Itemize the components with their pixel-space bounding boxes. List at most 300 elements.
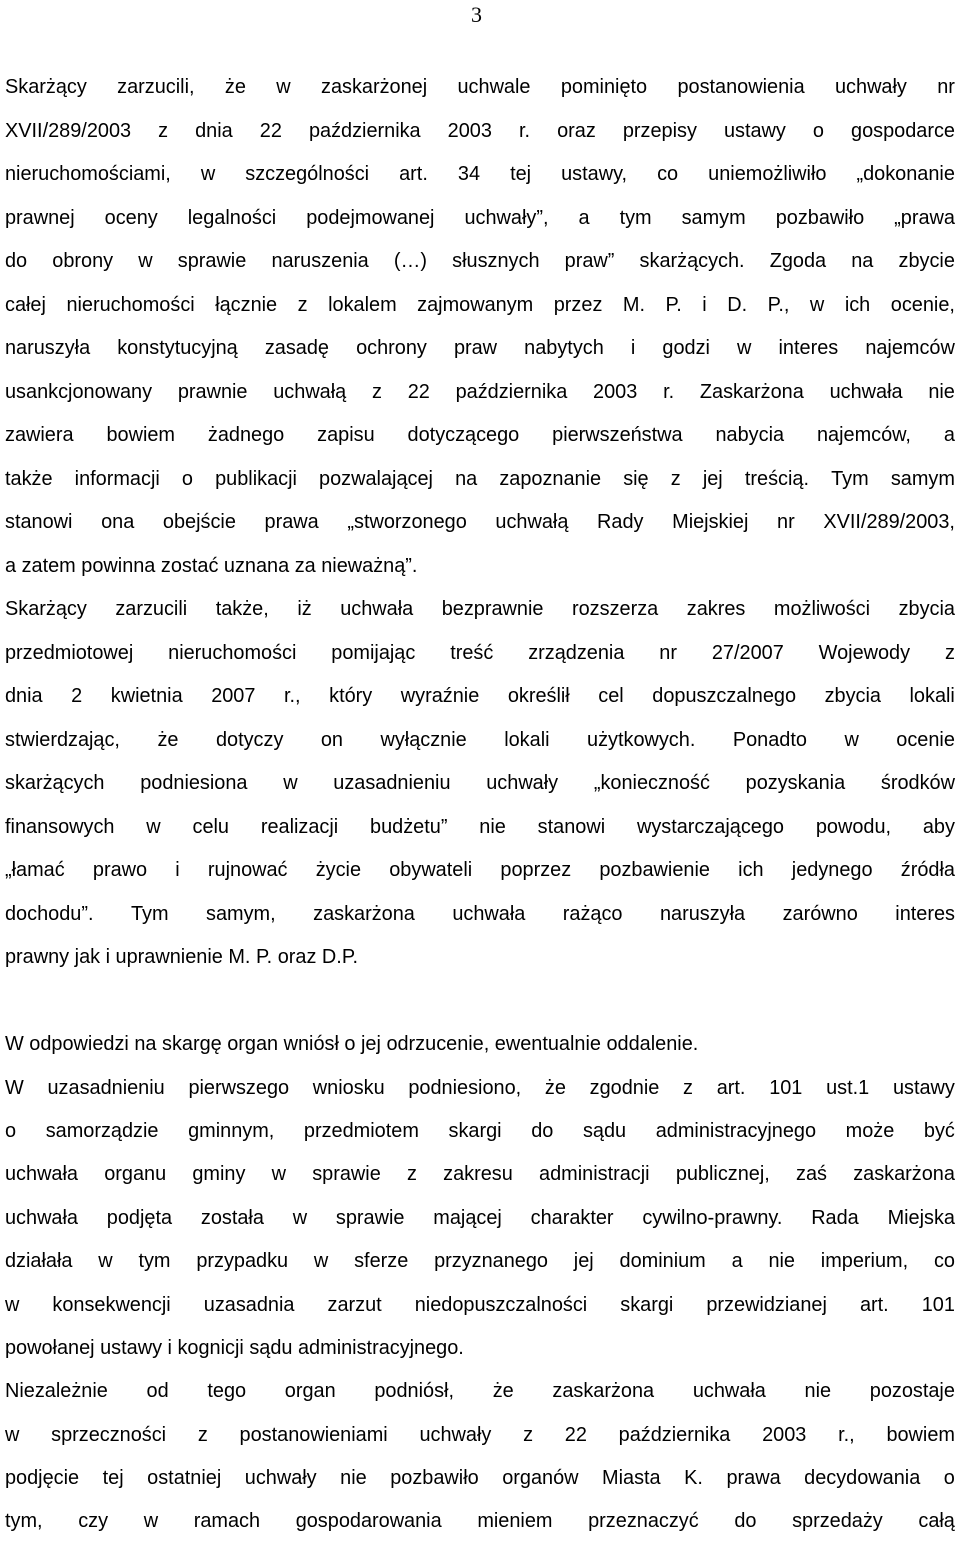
word: Skarżący <box>5 598 87 621</box>
word: także, <box>215 598 269 621</box>
text-line: powołanej ustawy i kognicji sądu administracyjnego. <box>5 1336 464 1359</box>
word: najemców <box>865 337 955 360</box>
word: skarżących. <box>639 250 745 273</box>
word: w <box>276 76 291 99</box>
word: usankcjonowany <box>5 380 153 403</box>
word: zawiera <box>5 424 74 447</box>
word: stanowi <box>537 815 606 838</box>
text-line <box>5 762 955 806</box>
word: realizacji <box>260 815 339 838</box>
text-line <box>5 1457 955 1500</box>
word: publikacji <box>215 467 297 490</box>
word: cywilno-prawny. <box>642 1206 783 1229</box>
word: mieniem <box>477 1510 553 1533</box>
word: iż <box>297 598 312 621</box>
word: uchwała <box>452 902 526 925</box>
word: lokali <box>909 685 955 708</box>
word: aby <box>922 815 955 838</box>
word: „łamać <box>5 859 65 882</box>
word: zarzucili <box>115 598 188 621</box>
word: pozbawienie <box>599 859 710 882</box>
word: postanowieniami <box>239 1423 388 1446</box>
word: uchwałą <box>495 511 569 534</box>
word: że <box>224 76 246 99</box>
word: się <box>623 467 649 490</box>
word: nie <box>479 815 506 838</box>
word: ocenie, <box>890 293 955 316</box>
word: i <box>175 859 180 882</box>
text-line <box>5 1197 955 1240</box>
word: o <box>943 1467 955 1490</box>
word: Miejska <box>887 1206 955 1229</box>
text-line <box>5 153 955 197</box>
word: samym <box>681 206 746 229</box>
word: prawnie <box>177 380 248 403</box>
word: godzi <box>662 337 710 360</box>
word: że <box>544 1076 566 1099</box>
word: samorządzie <box>45 1119 159 1142</box>
word: dopuszczalnego <box>652 685 797 708</box>
word: tym <box>138 1250 171 1273</box>
word: do <box>531 1119 554 1142</box>
word: w <box>844 728 859 751</box>
word: Tym <box>130 902 169 925</box>
word: poprzez <box>500 859 572 882</box>
text-line <box>5 632 955 676</box>
word: przepisy <box>622 119 697 142</box>
word: z <box>523 1423 534 1446</box>
word: i <box>702 293 707 316</box>
word: kwietnia <box>110 685 183 708</box>
word: pozbawiło <box>775 206 865 229</box>
word: nie <box>804 1380 832 1403</box>
word: nr <box>659 641 677 664</box>
text-line <box>5 110 955 154</box>
word: jej <box>702 467 723 490</box>
word: uzasadnieniu <box>47 1076 165 1099</box>
word: pierwszego <box>188 1076 290 1099</box>
word: tym <box>619 206 652 229</box>
word: Niezależnie <box>5 1380 108 1403</box>
word: bezprawnie <box>441 598 544 621</box>
word: ust.1 <box>826 1076 870 1099</box>
word: praw <box>453 337 498 360</box>
word: podniesiona <box>140 772 248 795</box>
word: który <box>329 685 373 708</box>
word: niedopuszczalności <box>414 1293 588 1316</box>
word: uchwały <box>419 1423 492 1446</box>
word: z <box>197 1423 208 1446</box>
word: interes <box>895 902 955 925</box>
word: określił <box>507 685 570 708</box>
text-line <box>5 893 955 937</box>
word: ostatniej <box>147 1467 222 1490</box>
word: tego <box>207 1380 247 1403</box>
word: zaskarżona <box>313 902 415 925</box>
word: praw” <box>564 250 615 273</box>
word: na <box>851 250 874 273</box>
text-line <box>5 240 955 284</box>
word: w <box>5 1423 20 1446</box>
word: w <box>5 1293 20 1316</box>
word: sprzedaży <box>792 1510 883 1533</box>
word: 2 <box>71 685 83 708</box>
word: i <box>630 337 636 360</box>
word: nr <box>937 76 955 99</box>
word: ocenie <box>896 728 955 751</box>
word: że <box>157 728 179 751</box>
word: na <box>455 467 478 490</box>
word: rujnować <box>207 859 288 882</box>
word: o <box>5 1119 17 1142</box>
word: M. <box>622 293 646 316</box>
word: z <box>683 1076 693 1099</box>
word: cel <box>598 685 624 708</box>
word: prawnej <box>5 206 75 229</box>
word: przeznaczyć <box>588 1510 699 1533</box>
word: ustawy <box>892 1076 955 1099</box>
text-line <box>5 1153 955 1196</box>
word: do <box>5 250 28 273</box>
word: a <box>578 206 590 229</box>
word: nieruchomości <box>66 293 195 316</box>
word: możliwości <box>773 598 871 621</box>
word: o <box>181 467 193 490</box>
word: XVII/289/2003, <box>823 511 955 534</box>
paragraph-authority-response <box>5 1023 955 1544</box>
page-number: 3 <box>471 2 482 27</box>
word: administracji <box>539 1163 650 1186</box>
word: zajmowanym <box>417 293 534 316</box>
word: mającej <box>433 1206 502 1229</box>
word: celu <box>192 815 229 838</box>
word: ochrony <box>356 337 427 360</box>
word: 22 <box>564 1423 587 1446</box>
word: Miejskiej <box>672 511 749 534</box>
word: dnia <box>5 685 43 708</box>
text-line <box>5 284 955 328</box>
word: „dokonanie <box>856 163 955 186</box>
word: bowiem <box>886 1423 955 1446</box>
word: charakter <box>530 1206 614 1229</box>
word: o <box>812 119 824 142</box>
word: może <box>845 1119 895 1142</box>
word: decydowania <box>804 1467 921 1490</box>
word: lokalem <box>328 293 397 316</box>
word: 22 <box>259 119 282 142</box>
word: zarówno <box>782 902 858 925</box>
word: dotyczącego <box>407 424 520 447</box>
word: zbycie <box>898 250 955 273</box>
word: 22 <box>407 380 430 403</box>
word: nieruchomościami, <box>5 163 171 186</box>
word: zbycia <box>898 598 955 621</box>
text-line <box>5 806 955 850</box>
word: Zaskarżona <box>699 380 804 403</box>
word: 27/2007 <box>711 641 784 664</box>
paragraph-complaint-arguments <box>5 66 955 980</box>
word: czy <box>78 1510 109 1533</box>
word: P., <box>767 293 790 316</box>
word: uchwały”, <box>464 206 549 229</box>
text-line <box>5 66 955 110</box>
word: sądu <box>582 1119 627 1142</box>
word: pozwalającej <box>319 467 433 490</box>
word: ich <box>844 293 871 316</box>
word: naruszyła <box>659 902 746 925</box>
word: oraz <box>557 119 596 142</box>
word: Zgoda <box>769 250 827 273</box>
word: finansowych <box>5 815 115 838</box>
word: obrony <box>52 250 114 273</box>
text-line <box>5 849 955 893</box>
word: zapisu <box>317 424 375 447</box>
word: XVII/289/2003 <box>5 119 132 142</box>
word: żadnego <box>207 424 285 447</box>
word: prawa <box>726 1467 781 1490</box>
word: przez <box>553 293 603 316</box>
word: nabycia <box>715 424 785 447</box>
text-line <box>5 675 955 719</box>
word: imperium, <box>820 1250 909 1273</box>
word: w <box>271 1163 287 1186</box>
word: wniosku <box>312 1076 385 1099</box>
word: użytkowych. <box>587 728 696 751</box>
word: prawa <box>264 511 319 534</box>
word: co <box>933 1250 955 1273</box>
word: organu <box>104 1163 167 1186</box>
word: także <box>5 467 53 490</box>
word: w <box>283 772 298 795</box>
word: października <box>455 380 568 403</box>
word: sprawie <box>312 1163 381 1186</box>
word: łącznie <box>215 293 278 316</box>
word: całej <box>5 293 46 316</box>
word: art. <box>859 1293 889 1316</box>
word: interes <box>778 337 839 360</box>
text-line <box>5 1500 955 1543</box>
word: art. <box>716 1076 746 1099</box>
word: podjęta <box>106 1206 173 1229</box>
word: ona <box>101 511 135 534</box>
word: sprzeczności <box>51 1423 167 1446</box>
word: uzasadnieniu <box>333 772 451 795</box>
word: informacji <box>74 467 160 490</box>
word: w <box>98 1250 113 1273</box>
word: budżetu” <box>370 815 448 838</box>
word: „konieczność <box>593 772 710 795</box>
word: nie <box>928 380 955 403</box>
word: nie <box>340 1467 367 1490</box>
word: podjęcie <box>5 1467 80 1490</box>
word: uchwały <box>244 1467 317 1490</box>
text-line <box>5 1414 955 1457</box>
word: jedynego <box>791 859 873 882</box>
word: co <box>657 163 679 186</box>
word: uchwała <box>5 1206 78 1229</box>
word: Wojewody <box>818 641 911 664</box>
word: ustawy, <box>561 163 628 186</box>
word: r. <box>663 380 675 403</box>
word: w <box>146 815 161 838</box>
word: zaś <box>796 1163 827 1186</box>
text-line <box>5 414 955 458</box>
word: z <box>158 119 169 142</box>
word: października <box>308 119 421 142</box>
word: powodu, <box>815 815 892 838</box>
word: w <box>313 1250 329 1273</box>
word: z <box>670 467 681 490</box>
word: 2007 <box>211 685 256 708</box>
word: organów <box>502 1467 579 1490</box>
word: października <box>618 1423 731 1446</box>
text-line: prawny jak i uprawnienie M. P. oraz D.P. <box>5 946 359 969</box>
word: zbycia <box>824 685 881 708</box>
word: gospodarowania <box>295 1510 442 1533</box>
word: dotyczy <box>215 728 284 751</box>
text-line <box>5 719 955 763</box>
word: zaskarżona <box>552 1380 655 1403</box>
text-line <box>5 588 955 632</box>
word: uchwała <box>5 1163 78 1186</box>
word: z <box>297 293 308 316</box>
word: treścią. <box>744 467 809 490</box>
word: gminy <box>192 1163 246 1186</box>
word: pozyskania <box>745 772 846 795</box>
word: ramach <box>193 1510 261 1533</box>
word: dnia <box>195 119 233 142</box>
word: 2003 <box>447 119 492 142</box>
word: prawo <box>92 859 148 882</box>
word: samym <box>890 467 955 490</box>
word: stwierdzając, <box>5 728 120 751</box>
text-line <box>5 501 955 545</box>
word: pominięto <box>560 76 648 99</box>
word: ich <box>738 859 764 882</box>
word: postanowienia <box>677 76 805 99</box>
word: z <box>407 1163 417 1186</box>
word: ustawy <box>723 119 786 142</box>
word: r., <box>283 685 301 708</box>
word: Skarżący <box>5 76 87 99</box>
word: uzasadnia <box>203 1293 295 1316</box>
word: przyznanego <box>434 1250 548 1273</box>
word: do <box>734 1510 757 1533</box>
text-line: a zatem powinna zostać uznana za nieważną”. <box>5 554 418 577</box>
word: K. <box>684 1467 703 1490</box>
word: nabytych <box>524 337 604 360</box>
word: całą <box>918 1510 955 1533</box>
word: 2003 <box>762 1423 807 1446</box>
word: a <box>943 424 955 447</box>
word: W <box>5 1076 24 1099</box>
text-line <box>5 197 955 241</box>
word: podejmowanej <box>306 206 435 229</box>
word: od <box>146 1380 169 1403</box>
word: uchwałą <box>273 380 347 403</box>
text-line <box>5 1066 955 1109</box>
word: sferze <box>354 1250 409 1273</box>
word: wyraźnie <box>400 685 480 708</box>
word: tym, <box>5 1510 43 1533</box>
word: naruszenia <box>271 250 369 273</box>
word: została <box>200 1206 264 1229</box>
word: nr <box>777 511 795 534</box>
word: on <box>320 728 343 751</box>
word: obywateli <box>389 859 473 882</box>
text-line <box>5 327 955 371</box>
word: w <box>143 1510 159 1533</box>
word: nieruchomości <box>168 641 297 664</box>
text-line <box>5 458 955 502</box>
word: podniósł, <box>374 1380 454 1403</box>
word: „stworzonego <box>347 511 467 534</box>
word: r., <box>838 1423 855 1446</box>
word: uchwały <box>486 772 559 795</box>
word: z <box>944 641 955 664</box>
word: uchwała <box>340 598 414 621</box>
word: pomijając <box>331 641 416 664</box>
word: zrządzenia <box>528 641 625 664</box>
word: uchwały <box>835 76 907 99</box>
word: przypadku <box>196 1250 289 1273</box>
word: Tym <box>831 467 869 490</box>
word: zarzucili, <box>117 76 195 99</box>
word: pozostaje <box>869 1380 955 1403</box>
word: wyłącznie <box>380 728 467 751</box>
word: bowiem <box>106 424 175 447</box>
word: rozszerza <box>572 598 659 621</box>
word: zakresu <box>443 1163 513 1186</box>
word: być <box>923 1119 955 1142</box>
word: sprawie <box>177 250 247 273</box>
word: podniesiono, <box>408 1076 522 1099</box>
word: treść <box>450 641 494 664</box>
word: Rada <box>811 1206 859 1229</box>
word: zarzut <box>327 1293 382 1316</box>
word: Rady <box>597 511 644 534</box>
word: zakres <box>686 598 746 621</box>
word: oceny <box>104 206 158 229</box>
word: sprawie <box>335 1206 405 1229</box>
word: tej <box>510 163 532 186</box>
word: a <box>731 1250 743 1273</box>
word: skargi <box>448 1119 502 1142</box>
word: art. <box>399 163 428 186</box>
word: zaskarżonej <box>321 76 428 99</box>
text-line: W odpowiedzi na skargę organ wniósł o jej odrzucenie, ewentualnie oddalenie. <box>5 1033 699 1056</box>
word: Miasta <box>602 1467 661 1490</box>
word: szczególności <box>245 163 370 186</box>
word: „prawa <box>894 206 955 229</box>
word: zasadę <box>264 337 329 360</box>
word: stanowi <box>5 511 73 534</box>
word: 101 <box>921 1293 955 1316</box>
word: legalności <box>187 206 277 229</box>
word: organ <box>284 1380 336 1403</box>
word: źródła <box>900 859 955 882</box>
word: Ponadto <box>732 728 807 751</box>
word: przedmiotowej <box>5 641 134 664</box>
word: uchwała <box>692 1380 766 1403</box>
word: słusznych <box>452 250 540 273</box>
word: jej <box>573 1250 594 1273</box>
word: w <box>809 293 825 316</box>
word: skarżących <box>5 772 105 795</box>
word: przedmiotem <box>303 1119 419 1142</box>
word: konstytucyjną <box>117 337 238 360</box>
word: lokali <box>504 728 550 751</box>
